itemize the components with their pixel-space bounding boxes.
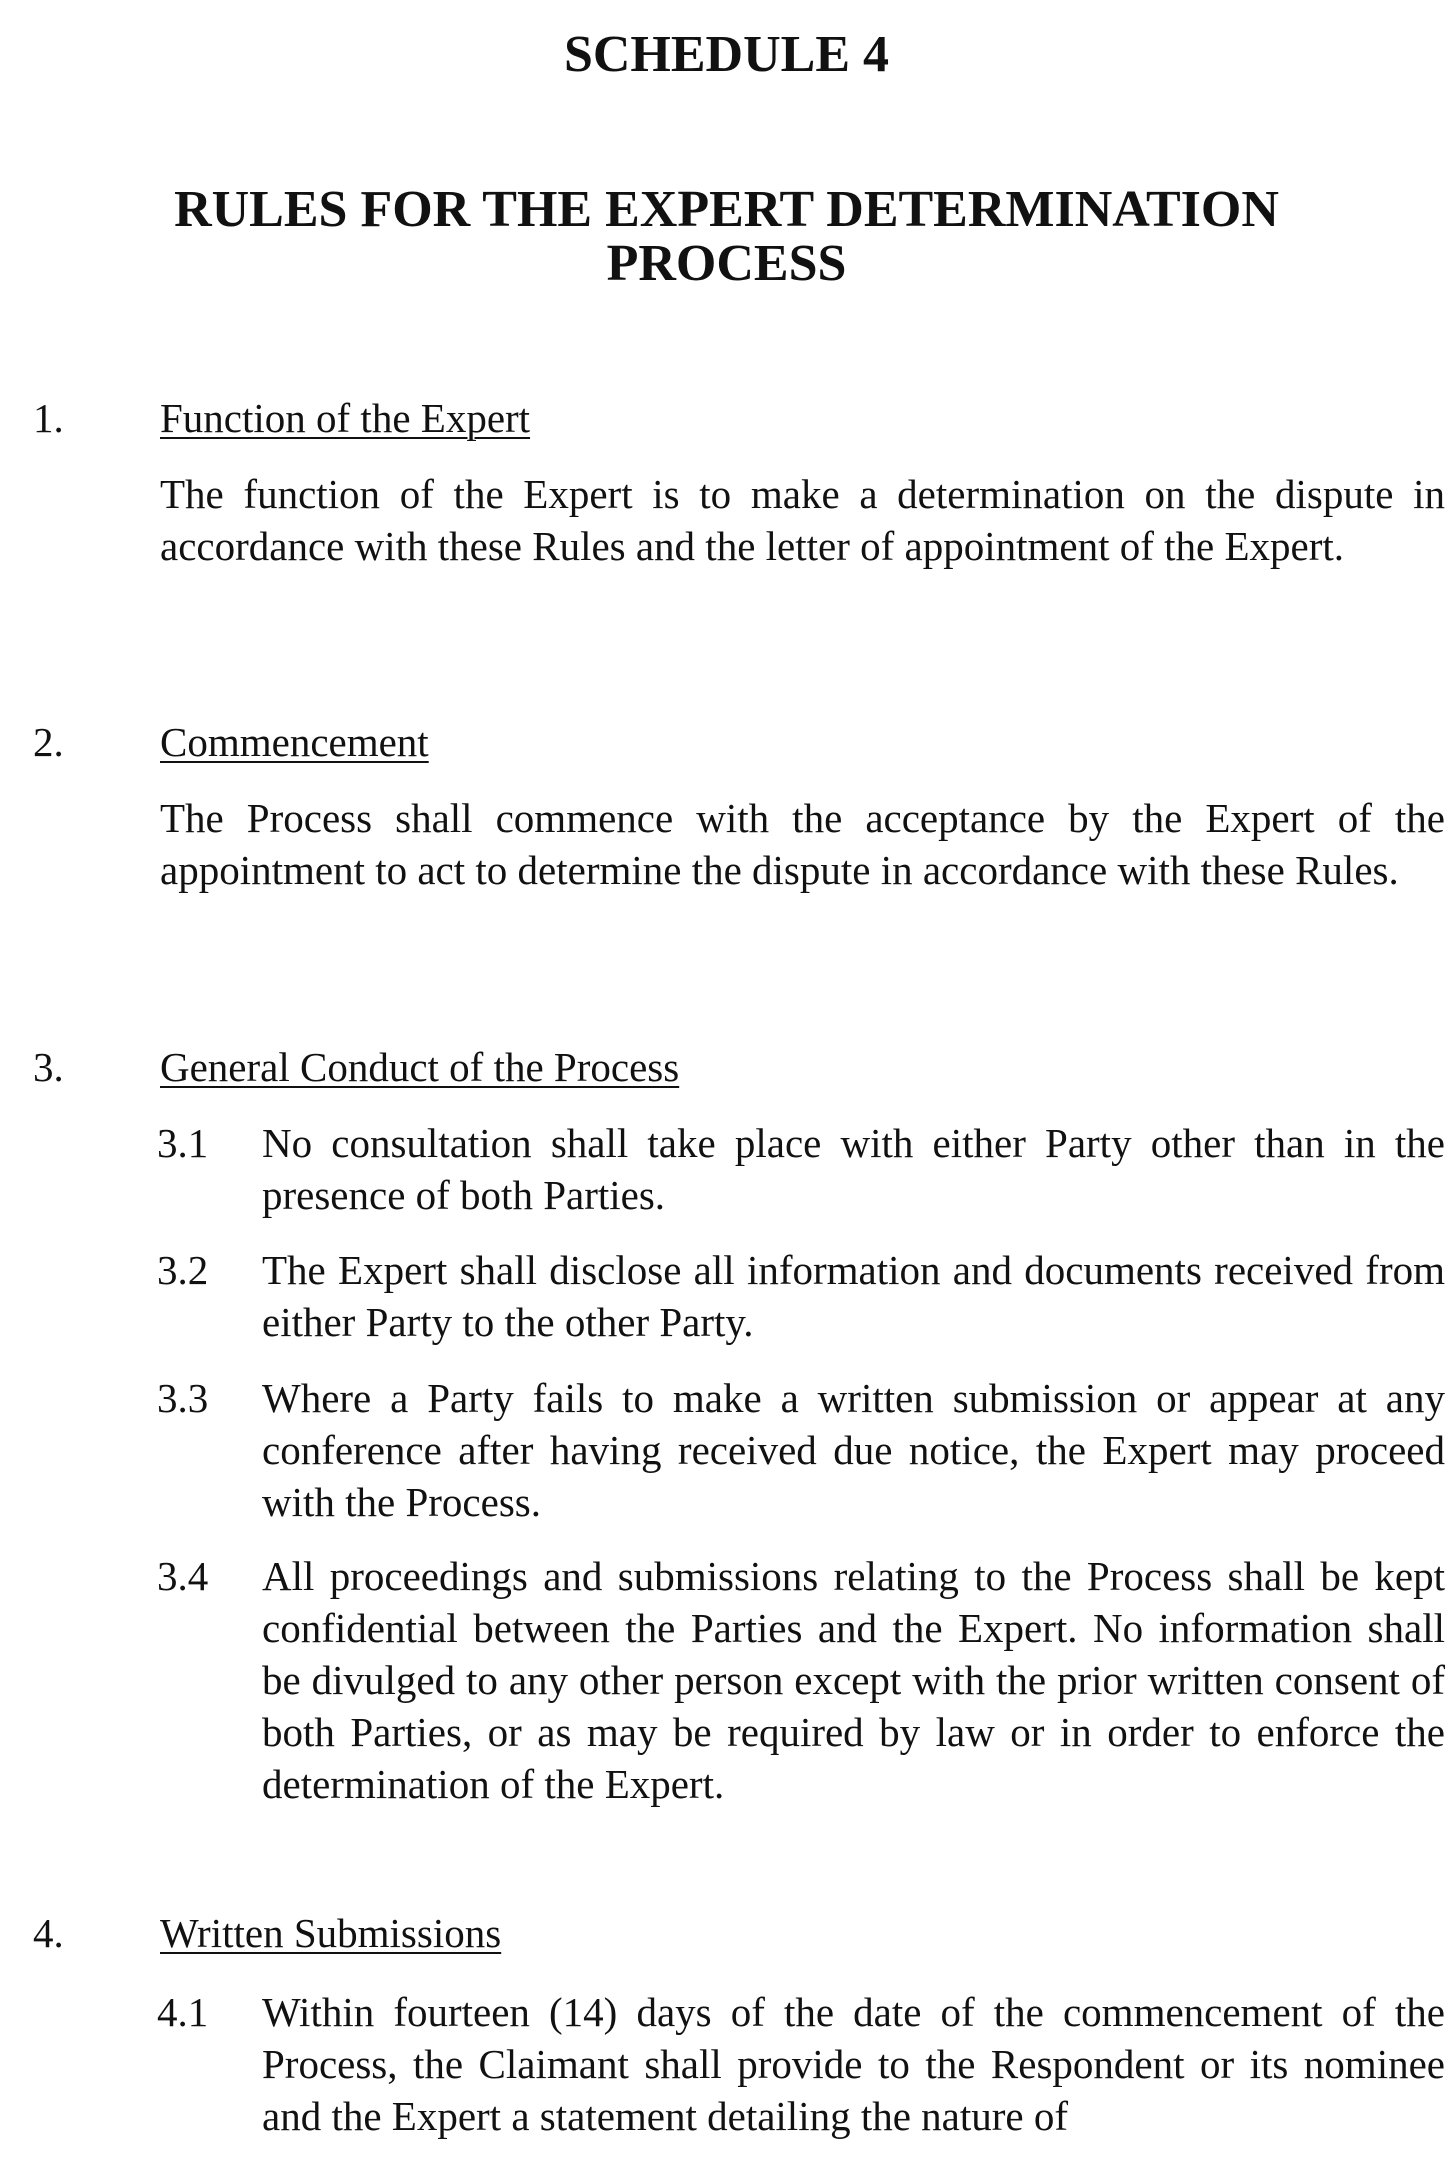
schedule-heading: SCHEDULE 4 [563,26,890,83]
section-text: The Process shall commence with the acceptance by the Expert of the appointment to act to determine the dispute in accordance with these Rules. [160,795,1445,893]
section-title: Written Submissions [160,1910,502,1956]
subsection-text: All proceedings and submissions relating to the Process shall be kept confidential between the Parties and the Expert. No information shall be divulged to any other person except with the prior written consent of both Parties, or as may be required by law or in order to enforce the determination of the Expert. [262,1553,1445,1807]
subsection-number: 3.4 [157,1553,209,1599]
subsection-text: Where a Party fails to make a written submission or appear at any conference after having received due notice, the Expert may proceed with the Process. [262,1375,1445,1525]
section-text: The function of the Expert is to make a determination on the dispute in accordance with these Rules and the letter of appointment of the Expert. [160,471,1445,569]
section-number: 3. [33,1044,64,1090]
subsection-text: The Expert shall disclose all information and documents received from either Party to the other Party. [262,1247,1445,1345]
subsection-text: No consultation shall take place with either Party other than in the presence of both Parties. [262,1120,1445,1218]
subsection-text: Within fourteen (14) days of the date of the commencement of the Process, the Claimant shall provide to the Respondent or its nominee and the Expert a statement detailing the nature of [262,1989,1445,2139]
document-title-line-2: PROCESS [606,235,847,292]
section-title: Commencement [160,719,429,765]
section-title: General Conduct of the Process [160,1044,680,1090]
document-title [0,183,1453,291]
section-number: 1. [33,395,64,441]
document-title-line-1: RULES FOR THE EXPERT DETERMINATION [174,181,1279,238]
section-number: 4. [33,1910,64,1956]
subsection-number: 4.1 [157,1989,209,2035]
section-number: 2. [33,719,64,765]
subsection-number: 3.3 [157,1375,209,1421]
section-title: Function of the Expert [160,395,531,441]
subsection-number: 3.1 [157,1120,209,1166]
subsection-number: 3.2 [157,1247,209,1293]
